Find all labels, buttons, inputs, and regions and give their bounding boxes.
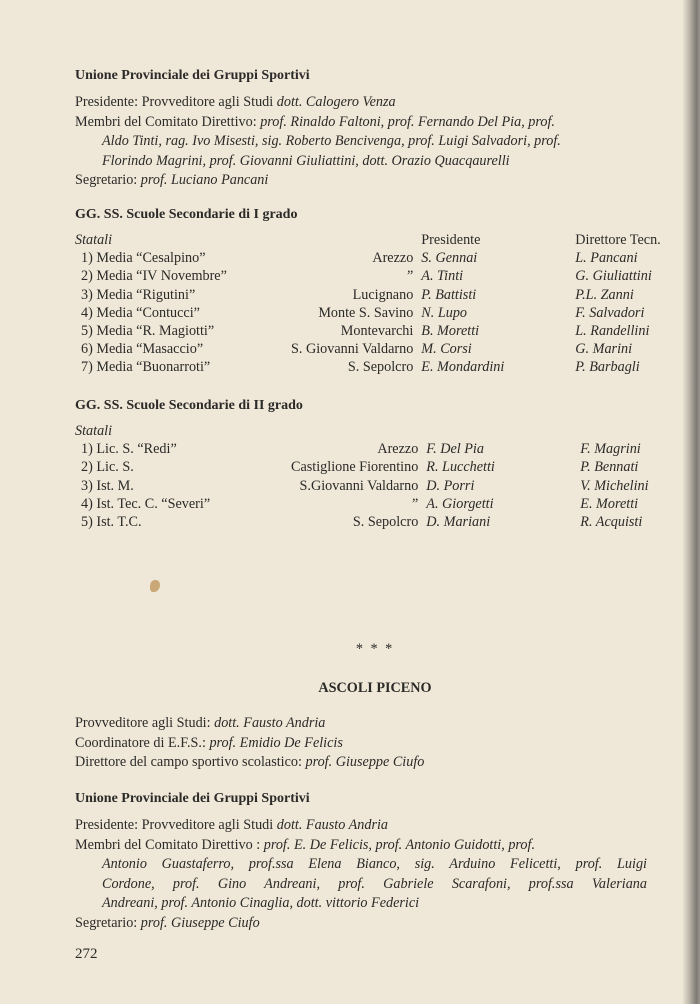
segretario-line [75, 171, 675, 191]
table-row [75, 323, 661, 341]
segretario-line [75, 914, 675, 934]
section-unione-ascoli [75, 791, 675, 933]
table-primo-grado [75, 207, 675, 378]
school-name: 1) Lic. S. “Redi” [81, 441, 177, 458]
director-name: P. Barbagli [575, 359, 640, 376]
label: Segretario: [75, 172, 138, 188]
table-heading: GG. SS. Scuole Secondarie di II grado [75, 398, 303, 413]
col-direttore: Direttore Tecn. [575, 232, 661, 248]
president-name: A. Tinti [421, 268, 464, 285]
names: prof. Rinaldo Faltoni, prof. Fernando Del Pia, prof. [260, 113, 555, 130]
school-name: 3) Ist. M. [81, 477, 134, 494]
table-row [75, 305, 661, 323]
membri-line [75, 113, 675, 133]
table-row [75, 287, 661, 305]
school-place: S. Giovanni Valdarno [291, 341, 414, 358]
president-name: N. Lupo [421, 304, 468, 321]
president-name: D. Porri [426, 477, 475, 494]
names: Florindo Magrini, prof. Giovanni Giuliattini, dott. Orazio Quacqaurelli [102, 152, 510, 169]
names: Antonio Guastaferro, prof.ssa Elena Bianco, sig. Arduino Felicetti, prof. Luigi [102, 856, 647, 872]
school-name: 2) Lic. S. [81, 459, 134, 476]
school-name: 3) Media “Rigutini” [81, 286, 196, 303]
schools-table [75, 232, 661, 378]
school-place: S. Sepolcro [352, 513, 419, 530]
membri-line [75, 894, 675, 914]
table-heading: GG. SS. Scuole Secondarie di I grado [75, 207, 298, 222]
school-name: 5) Ist. T.C. [81, 513, 142, 530]
name: dott. Fausto Andria [276, 817, 389, 833]
paper-stain [150, 580, 160, 592]
presidente-line [75, 93, 675, 113]
school-name: 2) Media “IV Novembre” [81, 268, 227, 285]
coordinatore-line [75, 734, 675, 754]
school-name: 7) Media “Buonarroti” [81, 359, 211, 376]
name: prof. Luciano Pancani [140, 172, 269, 188]
president-name: A. Giorgetti [426, 495, 494, 512]
director-name: G. Marini [575, 341, 633, 358]
director-name: L. Pancani [575, 250, 638, 267]
school-place: Castiglione Fiorentino [291, 459, 419, 476]
names: prof. E. De Felicis, prof. Antonio Guidotti, prof. [263, 836, 536, 853]
page-number: 272 [75, 946, 98, 962]
school-place: Montevarchi [340, 322, 414, 339]
president-name: E. Mondardini [421, 359, 505, 376]
province-title: ASCOLI PICENO [318, 680, 432, 696]
table-row [75, 359, 661, 377]
director-name: R. Acquisti [580, 513, 643, 530]
president-name: M. Corsi [421, 341, 472, 358]
table-row [75, 514, 649, 532]
director-name: G. Giuliattini [575, 268, 652, 285]
membri-line [75, 855, 647, 875]
name: prof. Emidio De Felicis [209, 734, 343, 751]
president-name: P. Battisti [421, 286, 477, 303]
name: dott. Fausto Andria [214, 715, 326, 731]
table-row [75, 268, 661, 286]
label: Membri del Comitato Direttivo: [75, 113, 257, 130]
table-row [75, 441, 649, 459]
president-name: R. Lucchetti [426, 459, 495, 476]
school-name: 4) Ist. Tec. C. “Severi” [81, 495, 211, 512]
table-secondo-grado [75, 398, 675, 532]
table-row [75, 250, 661, 268]
table-row [75, 459, 649, 477]
label: Provveditore agli Studi: [75, 715, 211, 731]
schools-table [75, 423, 649, 532]
table-row [75, 496, 649, 514]
direttore-line [75, 753, 675, 773]
school-place: Arezzo [377, 441, 419, 458]
school-place: ” [406, 268, 414, 285]
school-place: Lucignano [352, 286, 414, 303]
director-name: F. Salvadori [575, 304, 645, 321]
director-name: P.L. Zanni [575, 286, 634, 303]
col-presidente: Presidente [421, 232, 481, 248]
label: Coordinatore di E.F.S.: [75, 734, 206, 751]
label: Direttore del campo sportivo scolastico: [75, 754, 302, 770]
president-name: D. Mariani [426, 513, 491, 530]
director-name: F. Magrini [580, 441, 641, 458]
name: prof. Giuseppe Ciufo [305, 754, 425, 770]
names: Aldo Tinti, rag. Ivo Misesti, sig. Roberto Bencivenga, prof. Luigi Salvadori, prof. [102, 133, 561, 149]
school-place: S.Giovanni Valdarno [299, 477, 419, 494]
name: dott. Calogero Venza [276, 94, 396, 110]
section-unione-arezzo [75, 68, 675, 191]
page-edge-shadow [682, 0, 700, 1004]
group-label: Statali [75, 232, 113, 248]
table-row [75, 478, 649, 496]
school-place: Monte S. Savino [318, 304, 414, 321]
school-place: ” [411, 495, 419, 512]
membri-line [75, 152, 675, 172]
school-name: 6) Media “Masaccio” [81, 341, 204, 358]
presidente-line [75, 816, 675, 836]
label: Presidente: Provveditore agli Studi [75, 817, 274, 833]
school-name: 4) Media “Contucci” [81, 304, 200, 321]
section-heading: Unione Provinciale dei Gruppi Sportivi [75, 791, 310, 806]
names: Cordone, prof. Gino Andreani, prof. Gabriele Scarafoni, prof.ssa Valeriana [102, 875, 647, 892]
table-header-row [75, 232, 661, 250]
name: prof. Giuseppe Ciufo [140, 914, 260, 931]
president-name: B. Moretti [421, 322, 480, 339]
school-name: 1) Media “Cesalpino” [81, 250, 206, 267]
names: Andreani, prof. Antonio Cinaglia, dott. vittorio Federici [102, 895, 420, 911]
label: Presidente: Provveditore agli Studi [75, 94, 274, 110]
director-name: L. Randellini [575, 322, 650, 339]
president-name: S. Gennai [421, 250, 478, 267]
label: Segretario: [75, 914, 138, 931]
group-label: Statali [75, 423, 113, 439]
school-place: Arezzo [372, 250, 414, 267]
membri-line [75, 132, 675, 152]
school-place: S. Sepolcro [347, 359, 414, 376]
label: Membri del Comitato Direttivo : [75, 836, 261, 853]
director-name: E. Moretti [580, 495, 639, 512]
membri-line [75, 875, 647, 895]
director-name: P. Bennati [580, 459, 639, 476]
separator: * * * [355, 641, 395, 657]
provveditore-line [75, 714, 675, 734]
membri-line [75, 836, 675, 856]
president-name: F. Del Pia [426, 441, 484, 458]
ascoli-officials [75, 714, 675, 773]
school-name: 5) Media “R. Magiotti” [81, 322, 215, 339]
table-row [75, 341, 661, 359]
director-name: V. Michelini [580, 477, 649, 494]
table-group-row [75, 423, 649, 441]
section-heading: Unione Provinciale dei Gruppi Sportivi [75, 68, 310, 83]
